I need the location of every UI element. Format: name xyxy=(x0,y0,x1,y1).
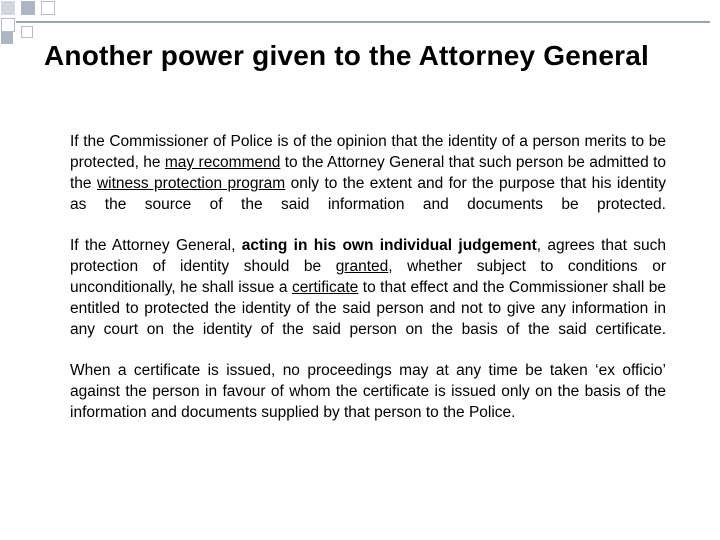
body-paragraph xyxy=(70,131,666,215)
text-segment: , whether subject to conditions or unconditionally, he shall issue a xyxy=(70,258,666,296)
decor-square xyxy=(1,1,15,15)
decor-square xyxy=(21,26,33,38)
underlined-phrase: certificate xyxy=(291,279,359,296)
decor-square xyxy=(41,1,55,15)
decor-square xyxy=(1,18,15,32)
text-segment: only to the extent and for the purpose that his identity as the source of the said information and documents be protected. xyxy=(70,175,666,213)
bold-phrase: acting in his own individual judgement xyxy=(241,237,537,254)
underlined-phrase: granted xyxy=(335,258,389,275)
underlined-phrase: witness protection program xyxy=(96,175,286,192)
decor-square xyxy=(21,1,35,15)
decor-square xyxy=(1,32,13,44)
text-segment: to that effect and the Commissioner shall be entitled to protected the identity of the said person and not to give any information in any court on the identity of the said person on the basis of the said certificate. xyxy=(70,279,667,338)
underlined-phrase: may recommend xyxy=(164,154,281,171)
slide-body xyxy=(70,131,666,443)
text-segment: If the Attorney General, xyxy=(70,237,242,254)
text-segment: , agrees that such protection of identity should be xyxy=(70,237,666,275)
text-segment: When a certificate is issued, no proceedings may at any time be taken ‘ex officio’ against the person in favour of whom the certificate is issued only on the basis of the information and documents supplied by that person to the Police. xyxy=(70,362,666,421)
text-segment: to the Attorney General that such person be admitted to the xyxy=(70,154,666,192)
body-paragraph xyxy=(70,360,666,423)
body-paragraph xyxy=(70,235,666,340)
text-segment: If the Commissioner of Police is of the opinion that the identity of a person merits to be protected, he xyxy=(70,133,666,171)
slide-title: Another power given to the Attorney General xyxy=(44,40,649,71)
top-divider xyxy=(16,21,710,23)
